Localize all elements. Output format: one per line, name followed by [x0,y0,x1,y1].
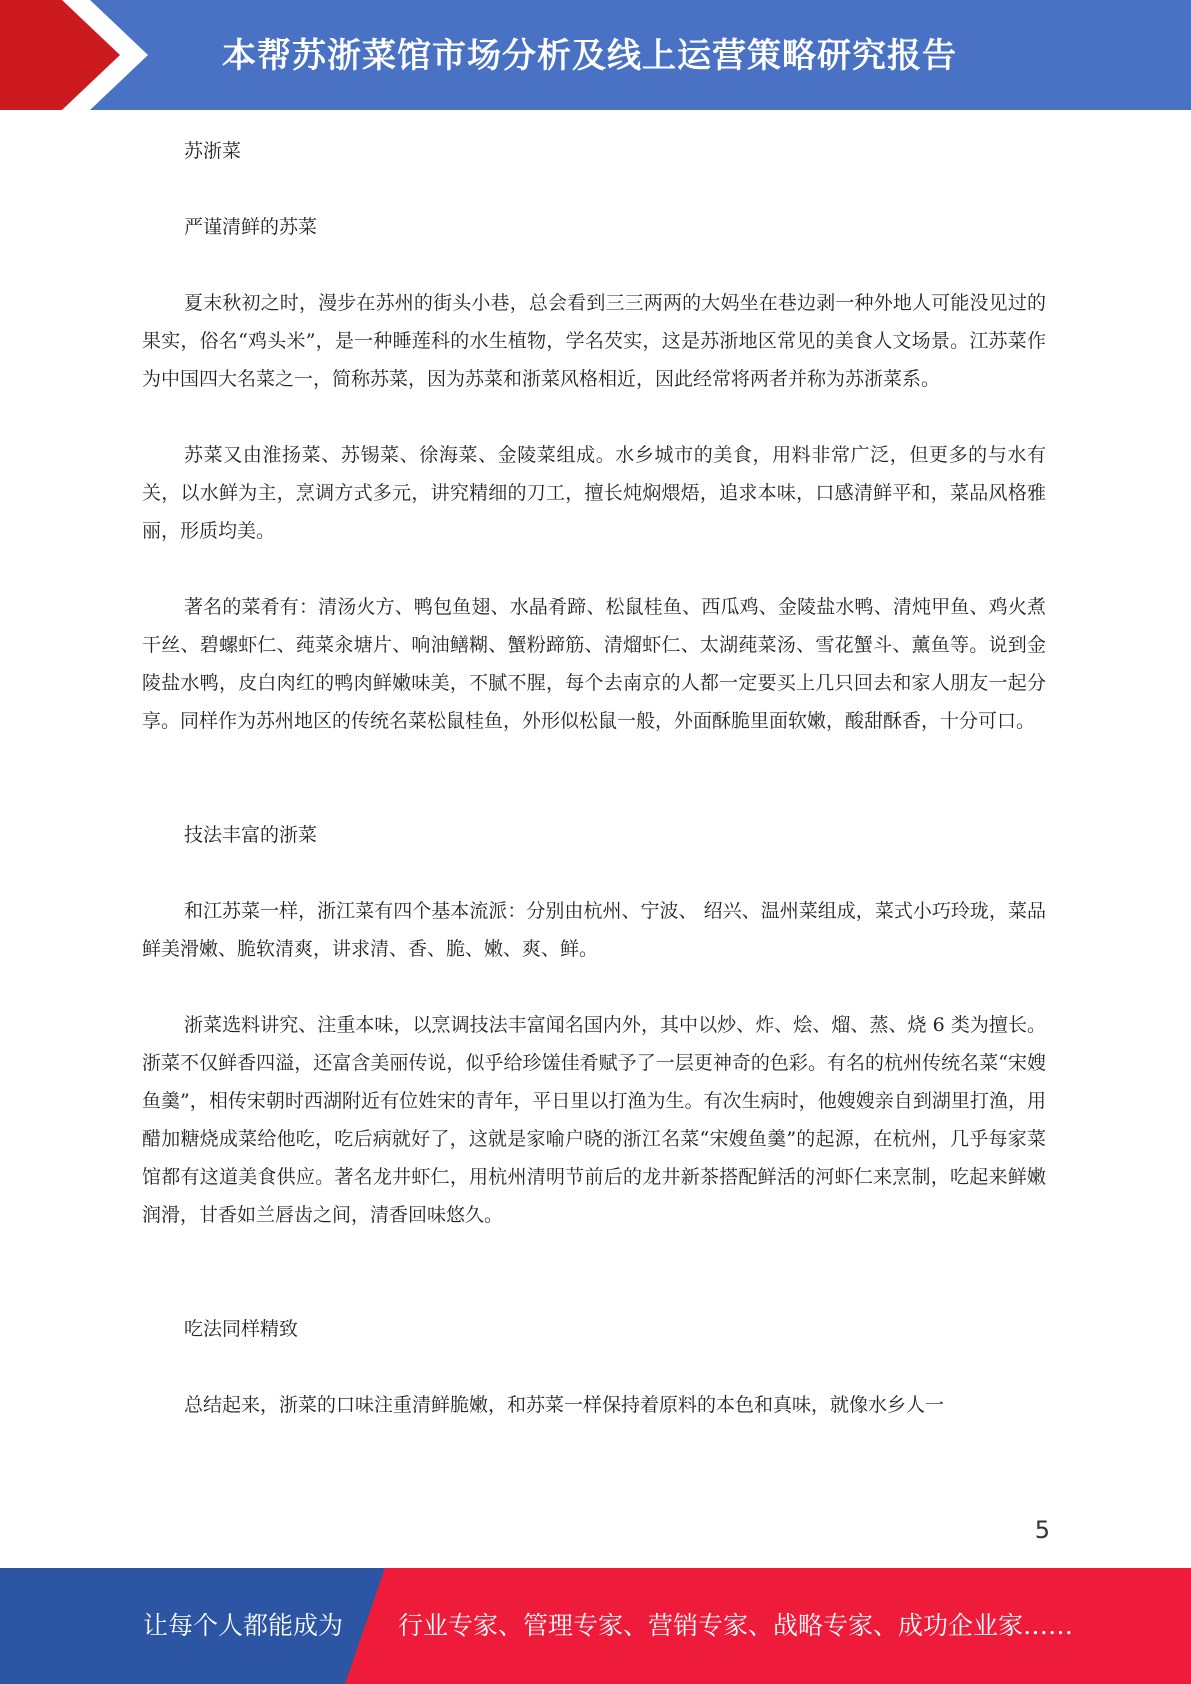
section-heading-su-cuisine: 严谨清鲜的苏菜 [184,216,318,238]
paragraph-intro: 夏末秋初之时，漫步在苏州的街头小巷，总会看到三三两两的大妈坐在巷边剥一种外地人可能没见过的果实，俗名“鸡头米”，是一种睡莲科的水生植物，学名芡实，这是苏浙地区常见的美食人文场景。江苏菜作为中国四大名菜之一，简称苏菜，因为苏菜和浙菜风格相近，因此经常将两者并称为苏浙菜系。 [142,292,1046,390]
section-heading-zhe-cuisine: 技法丰富的浙菜 [184,824,318,846]
header-banner [0,0,1191,110]
section-heading-suzhe: 苏浙菜 [184,140,242,162]
footer-slogan-left: 让每个人都能成为 [143,1611,344,1640]
footer-banner [0,1568,1191,1684]
report-title: 本帮苏浙菜馆市场分析及线上运营策略研究报告 [222,36,957,76]
paragraph-zhe-schools: 和江苏菜一样，浙江菜有四个基本流派：分别由杭州、宁波、 绍兴、温州菜组成，菜式小巧玲珑，菜品鲜美滑嫩、脆软清爽，讲求清、香、脆、嫩、爽、鲜。 [142,900,1046,960]
footer-slogan-right: 行业专家、管理专家、营销专家、战略专家、成功企业家…… [398,1611,1074,1640]
paragraph-famous-dishes: 著名的菜肴有：清汤火方、鸭包鱼翅、水晶肴蹄、松鼠桂鱼、西瓜鸡、金陵盐水鸭、清炖甲鱼、鸡火煮干丝、碧螺虾仁、莼菜汆塘片、响油鳝糊、蟹粉蹄筋、清熘虾仁、太湖莼菜汤、雪花蟹斗、薰鱼等。说到金陵盐水鸭，皮白肉红的鸭肉鲜嫩味美，不腻不腥，每个去南京的人都一定要买上几只回去和家人朋友一起分享。同样作为苏州地区的传统名菜松鼠桂鱼，外形似松鼠一般，外面酥脆里面软嫩，酸甜酥香，十分可口。 [142,596,1046,732]
document-body [142,130,1046,1424]
section-heading-eating: 吃法同样精致 [184,1318,299,1340]
page-number: 5 [1034,1516,1050,1544]
paragraph-zhe-techniques: 浙菜选料讲究、注重本味，以烹调技法丰富闻名国内外，其中以炒、炸、烩、熘、蒸、烧 6 类为擅长。浙菜不仅鲜香四溢，还富含美丽传说，似乎给珍馐佳肴赋予了一层更神奇的色彩。有名的杭州传统名菜“宋嫂鱼羹”，相传宋朝时西湖附近有位姓宋的青年，平日里以打渔为生。有次生病时，他嫂嫂亲自到湖里打渔，用醋加糖烧成菜给他吃，吃后病就好了，这就是家喻户晓的浙江名菜“宋嫂鱼羹”的起源，在杭州，几乎每家菜馆都有这道美食供应。著名龙井虾仁，用杭州清明节前后的龙井新茶搭配鲜活的河虾仁来烹制，吃起来鲜嫩润滑，甘香如兰唇齿之间，清香回味悠久。 [142,1014,1046,1226]
paragraph-summary: 总结起来，浙菜的口味注重清鲜脆嫩，和苏菜一样保持着原料的本色和真味，就像水乡人一 [184,1394,945,1416]
paragraph-su-styles: 苏菜又由淮扬菜、苏锡菜、徐海菜、金陵菜组成。水乡城市的美食，用料非常广泛，但更多的与水有关，以水鲜为主，烹调方式多元，讲究精细的刀工，擅长炖焖煨焐，追求本味，口感清鲜平和，菜品风格雅丽，形质均美。 [142,444,1046,542]
